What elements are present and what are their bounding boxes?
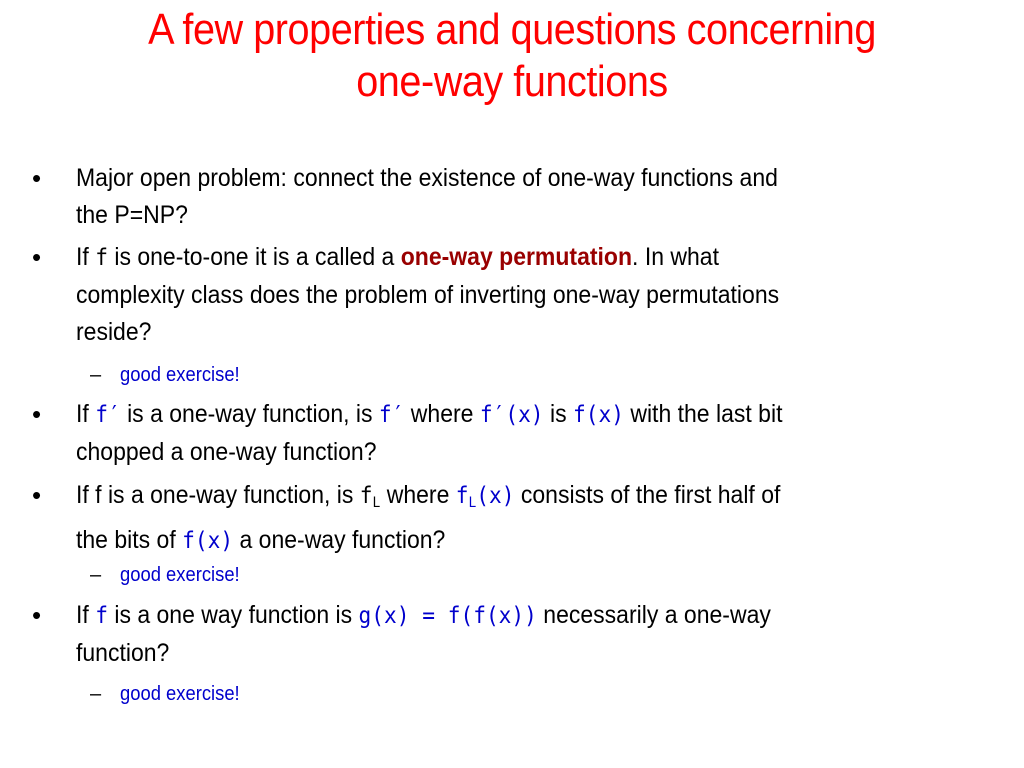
- math-subscript-L: L: [468, 495, 477, 511]
- bullet-marker: •: [32, 600, 42, 630]
- sub-text: good exercise!: [120, 364, 240, 386]
- math-subscript-L: L: [372, 495, 381, 511]
- text-run: consists of the first half of: [520, 481, 781, 509]
- text-run: If: [76, 243, 89, 271]
- text-run: If: [76, 601, 89, 629]
- bullet-text: [76, 597, 904, 672]
- sub-marker: –: [90, 564, 102, 586]
- bullet-marker: •: [32, 163, 42, 193]
- math-f-prime: f′: [95, 402, 121, 428]
- math-f-L: [360, 483, 381, 509]
- math-g-x: [359, 603, 537, 629]
- slide-title-line-1: A few properties and questions concerning: [148, 5, 876, 54]
- bullet-line: [76, 597, 904, 635]
- text-run: is a one way function is: [114, 601, 353, 629]
- text-run: is: [549, 400, 567, 428]
- text-run: . In what: [632, 243, 719, 271]
- sub-text: good exercise!: [120, 564, 240, 586]
- text-run: necessarily a one-way: [543, 601, 771, 629]
- bullet-marker: •: [32, 242, 42, 272]
- text-run: If f is a one-way function, is: [76, 481, 354, 509]
- math-f: f: [359, 483, 373, 509]
- key-term: one-way permutation: [400, 243, 633, 271]
- text-run: where: [410, 400, 474, 428]
- bullet-line: chopped a one-way function?: [76, 438, 377, 466]
- bullet-line: function?: [76, 639, 170, 667]
- text-run: is a one-way function, is: [127, 400, 373, 428]
- bullet-line: the P=NP?: [76, 201, 188, 229]
- text-run: where: [386, 481, 450, 509]
- math-g: g: [358, 603, 372, 629]
- bullet-line: [76, 239, 904, 277]
- bullet-text: [76, 160, 904, 234]
- bullet-line: Major open problem: connect the existence of one-way functions and: [76, 164, 778, 192]
- text-run: the bits of: [76, 526, 176, 554]
- bullet-marker: •: [32, 480, 42, 510]
- bullet-line: complexity class does the problem of inverting one-way permutations: [76, 281, 780, 309]
- math-f-x: f(x): [572, 402, 624, 428]
- bullet-text: [76, 477, 904, 560]
- bullet-text: [76, 396, 904, 471]
- math-expression: (x) = f(f(x)): [371, 603, 537, 629]
- bullet-line: [76, 522, 904, 560]
- sub-marker: –: [90, 683, 102, 705]
- math-arg: (x): [476, 483, 515, 509]
- math-f-prime: f′: [378, 402, 405, 428]
- math-f-prime-x: f′(x): [479, 402, 544, 428]
- bullet-text: [76, 239, 904, 351]
- bullet-line: [76, 396, 904, 434]
- sub-text: good exercise!: [120, 683, 240, 705]
- slide-title-line-2: one-way functions: [356, 57, 668, 106]
- math-f: f: [95, 245, 108, 271]
- bullet-line: reside?: [76, 318, 152, 346]
- math-f: f: [455, 483, 469, 509]
- text-run: is one-to-one it is a called a: [114, 243, 395, 271]
- bullet-line: [76, 477, 904, 522]
- math-f-x: f(x): [182, 528, 234, 554]
- math-f-L-x: [456, 483, 515, 509]
- text-run: a one-way function?: [239, 526, 446, 554]
- text-run: If: [76, 400, 89, 428]
- sub-marker: –: [90, 364, 102, 386]
- bullet-marker: •: [32, 399, 42, 429]
- text-run: with the last bit: [630, 400, 783, 428]
- math-f: f: [95, 603, 108, 629]
